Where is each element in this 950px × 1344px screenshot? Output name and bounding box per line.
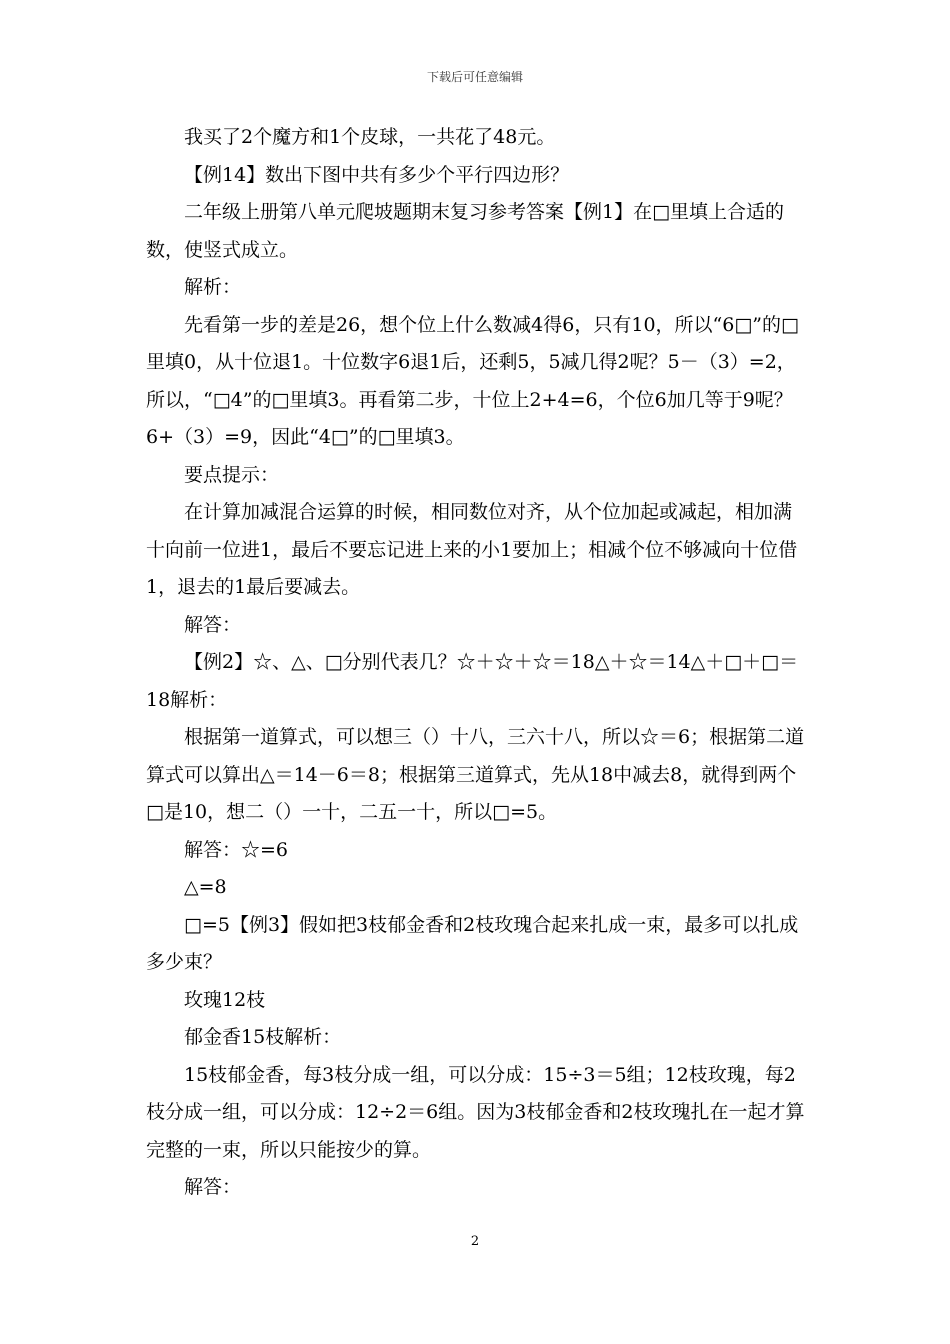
paragraph: 解答： bbox=[184, 1176, 242, 1198]
document-body bbox=[146, 119, 808, 1207]
paragraph: △=8 bbox=[184, 876, 227, 898]
paragraph: 先看第一步的差是26，想个位上什么数减4得6，只有10，所以“6□”的□里填0，从十位退1。十位数字6退1后，还剩5，5减几得2呢？5－（3）=2，所以，“□4”的□里填3。再看第二步，十位上2+4=6，个位6加几等于9呢？6+（3）=9，因此“4□”的□里填3。 bbox=[146, 313, 799, 448]
paragraph: 二年级上册第八单元爬坡题期末复习参考答案【例1】在□里填上合适的数，使竖式成立。 bbox=[146, 201, 785, 261]
paragraph: 要点提示： bbox=[184, 463, 280, 486]
paragraph: 在计算加减混合运算的时候，相同数位对齐，从个位加起或减起，相加满十向前一位进1，最后不要忘记进上来的小1要加上；相减个位不够减向十位借1，退去的1最后要减去。 bbox=[146, 501, 798, 598]
paragraph: 根据第一道算式，可以想三（）十八，三六十八，所以☆＝6；根据第二道算式可以算出△＝14－6＝8；根据第三道算式，先从18中减去8，就得到两个□是10，想二（）一十，二五一十，所以□=5。 bbox=[146, 726, 805, 823]
paragraph: □=5【例3】假如把3枝郁金香和2枝玫瑰合起来扎成一束，最多可以扎成多少束？ bbox=[146, 913, 799, 973]
paragraph: 我买了2个魔方和1个皮球，一共花了48元。 bbox=[184, 126, 556, 148]
paragraph: 【例14】数出下图中共有多少个平行四边形？ bbox=[184, 163, 570, 186]
page-number: 2 bbox=[470, 1234, 480, 1249]
paragraph: 解答：☆=6 bbox=[184, 838, 289, 861]
paragraph: 【例2】☆、△、□分别代表几？☆＋☆＋☆＝18△＋☆＝14△＋□＋□＝18解析： bbox=[146, 651, 799, 711]
paragraph: 玫瑰12枝 bbox=[184, 988, 266, 1011]
paragraph: 解答： bbox=[184, 613, 242, 636]
paragraph: 郁金香15枝解析： bbox=[184, 1026, 342, 1048]
paragraph: 解析： bbox=[184, 276, 242, 298]
paragraph: 15枝郁金香，每3枝分成一组，可以分成：15÷3＝5组；12枝玫瑰，每2枝分成一组，可以分成：12÷2＝6组。因为3枝郁金香和2枝玫瑰扎在一起才算完整的一束，所以只能按少的算。 bbox=[146, 1063, 805, 1161]
page-header: 下载后可任意编辑 bbox=[426, 70, 523, 84]
